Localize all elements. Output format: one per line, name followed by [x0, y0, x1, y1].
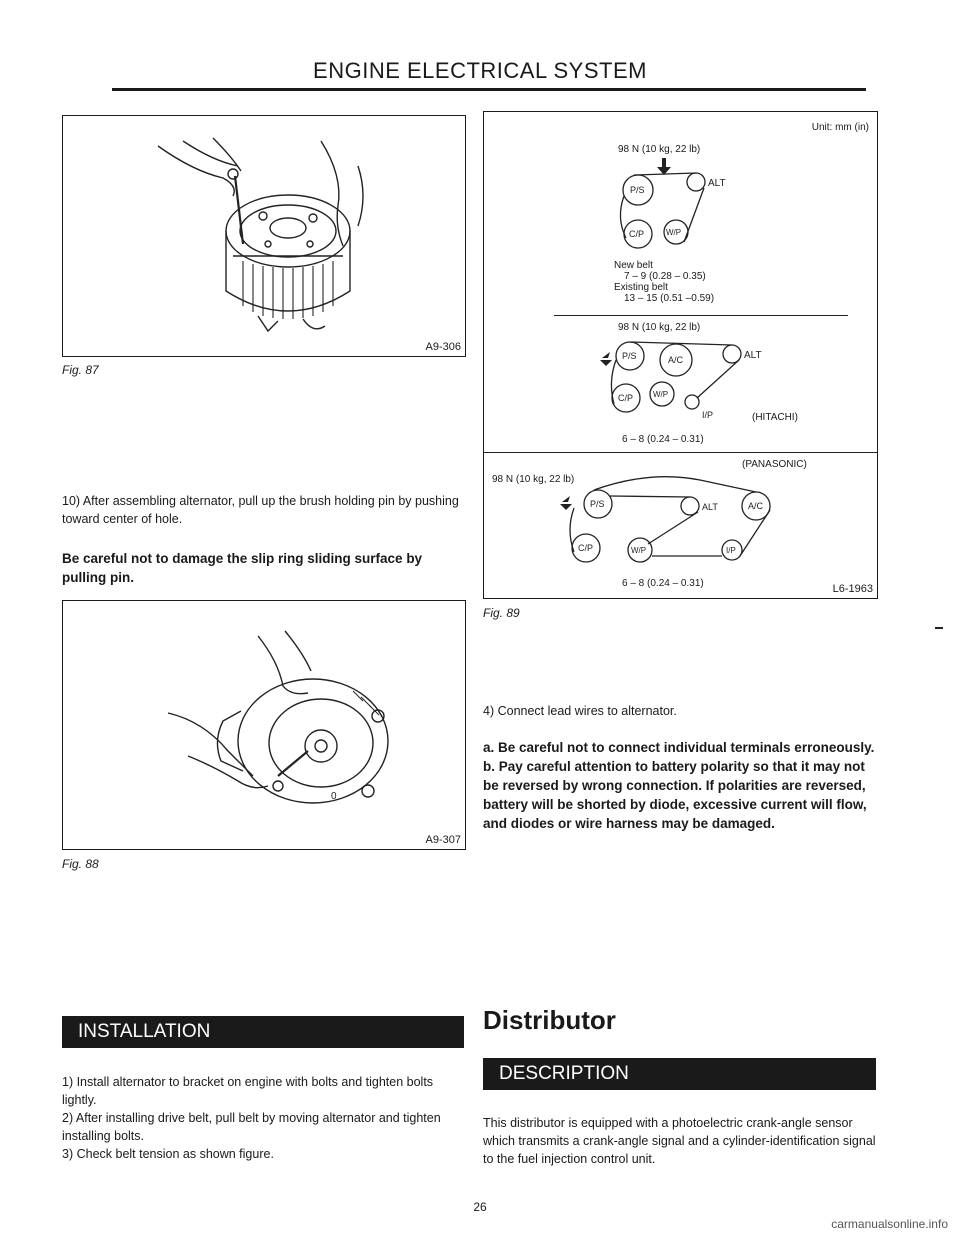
d1-new-belt-label: New belt	[614, 260, 653, 271]
d3-pulley-wp: W/P	[631, 546, 647, 555]
fig88-code: A9-307	[425, 834, 461, 846]
installation-step2: 2) After installing drive belt, pull belt by moving alternator and tighten installing bolts.	[62, 1111, 441, 1143]
d3-pulley-ac: A/C	[748, 501, 764, 511]
d3-variant: (PANASONIC)	[742, 459, 807, 470]
d1-pulley-cp: C/P	[629, 229, 645, 239]
d2-pulley-alt: ALT	[744, 350, 762, 361]
fig89-caption: Fig. 89	[483, 606, 520, 620]
d2-pulley-cp: C/P	[618, 393, 634, 403]
step10-warning: Be careful not to damage the slip ring sliding surface by pulling pin.	[62, 551, 423, 585]
fig87-box	[62, 115, 466, 357]
d2-pulley-ps: P/S	[622, 351, 637, 361]
margin-mark	[935, 627, 943, 629]
d2-belt-diagram	[594, 334, 844, 424]
header-rule	[112, 88, 866, 91]
page-header-title: ENGINE ELECTRICAL SYSTEM	[313, 58, 647, 83]
d1-divider	[554, 315, 848, 316]
fig87-caption: Fig. 87	[62, 363, 99, 377]
distributor-description: This distributor is equipped with a photoelectric crank-angle sensor which transmits a crank-angle signal and a cylinder-identification signal to the fuel injection control unit.	[483, 1116, 876, 1166]
d3-force-arrow-icon	[560, 496, 572, 510]
step4-warning-b: b. Pay careful attention to battery polarity so that it may not be reversed by wrong connection. If polarities are reversed, battery will be shorted by diode, excessive current will flow, and diodes or wire harness may be damaged.	[483, 759, 867, 831]
d2-force-arrow-icon	[600, 352, 612, 366]
d1-new-belt-value: 7 – 9 (0.28 – 0.35)	[624, 271, 706, 282]
d3-belt-diagram	[540, 464, 840, 564]
fig89-code: L6-1963	[832, 583, 873, 595]
step4-text: 4) Connect lead wires to alternator.	[483, 704, 677, 718]
alternator-brush-pin-illustration	[63, 116, 465, 356]
d3-pulley-cp: C/P	[578, 543, 594, 553]
distributor-heading: Distributor	[483, 1005, 616, 1035]
installation-heading: INSTALLATION	[62, 1016, 464, 1048]
d2-pulley-ip: I/P	[702, 410, 714, 420]
watermark: carmanualsonline.info	[831, 1217, 948, 1231]
d1-existing-belt-label: Existing belt	[614, 282, 668, 293]
step4-warning-a: a. Be careful not to connect individual terminals erroneously.	[483, 740, 875, 755]
fig89-box	[483, 111, 878, 599]
d1-belt-diagram	[604, 158, 784, 258]
d3-force: 98 N (10 kg, 22 lb)	[492, 474, 575, 485]
d1-pulley-alt: ALT	[708, 178, 726, 189]
fig89-unit: Unit: mm (in)	[811, 122, 869, 133]
description-heading: DESCRIPTION	[483, 1058, 876, 1090]
d1-force: 98 N (10 kg, 22 lb)	[618, 144, 701, 155]
d3-deflection: 6 – 8 (0.24 – 0.31)	[622, 578, 704, 589]
d3-pulley-ps: P/S	[590, 499, 605, 509]
fig88-box	[62, 600, 466, 850]
d1-force-arrow-icon	[657, 158, 671, 175]
svg-text:0: 0	[331, 791, 337, 802]
installation-step1: 1) Install alternator to bracket on engine with bolts and tighten bolts lightly.	[62, 1075, 434, 1107]
d2-pulley-ac: A/C	[668, 355, 684, 365]
d2-variant: (HITACHI)	[752, 412, 798, 423]
d2-pulley-wp: W/P	[653, 390, 669, 399]
d2-divider	[484, 452, 877, 453]
page-number: 26	[473, 1200, 487, 1214]
step10-text: 10) After assembling alternator, pull up the brush holding pin by pushing toward center of hole.	[62, 494, 459, 526]
d3-pulley-ip: I/P	[726, 546, 736, 555]
d2-force: 98 N (10 kg, 22 lb)	[618, 322, 701, 333]
fig88-caption: Fig. 88	[62, 857, 99, 871]
d1-existing-belt-value: 13 – 15 (0.51 –0.59)	[624, 293, 715, 304]
fig87-code: A9-306	[425, 341, 461, 353]
alternator-installation-illustration	[63, 601, 465, 849]
d2-deflection: 6 – 8 (0.24 – 0.31)	[622, 434, 704, 445]
d1-pulley-wp: W/P	[666, 228, 682, 237]
d1-pulley-ps: P/S	[630, 185, 645, 195]
d3-pulley-alt: ALT	[702, 502, 718, 512]
installation-step3: 3) Check belt tension as shown figure.	[62, 1147, 274, 1161]
